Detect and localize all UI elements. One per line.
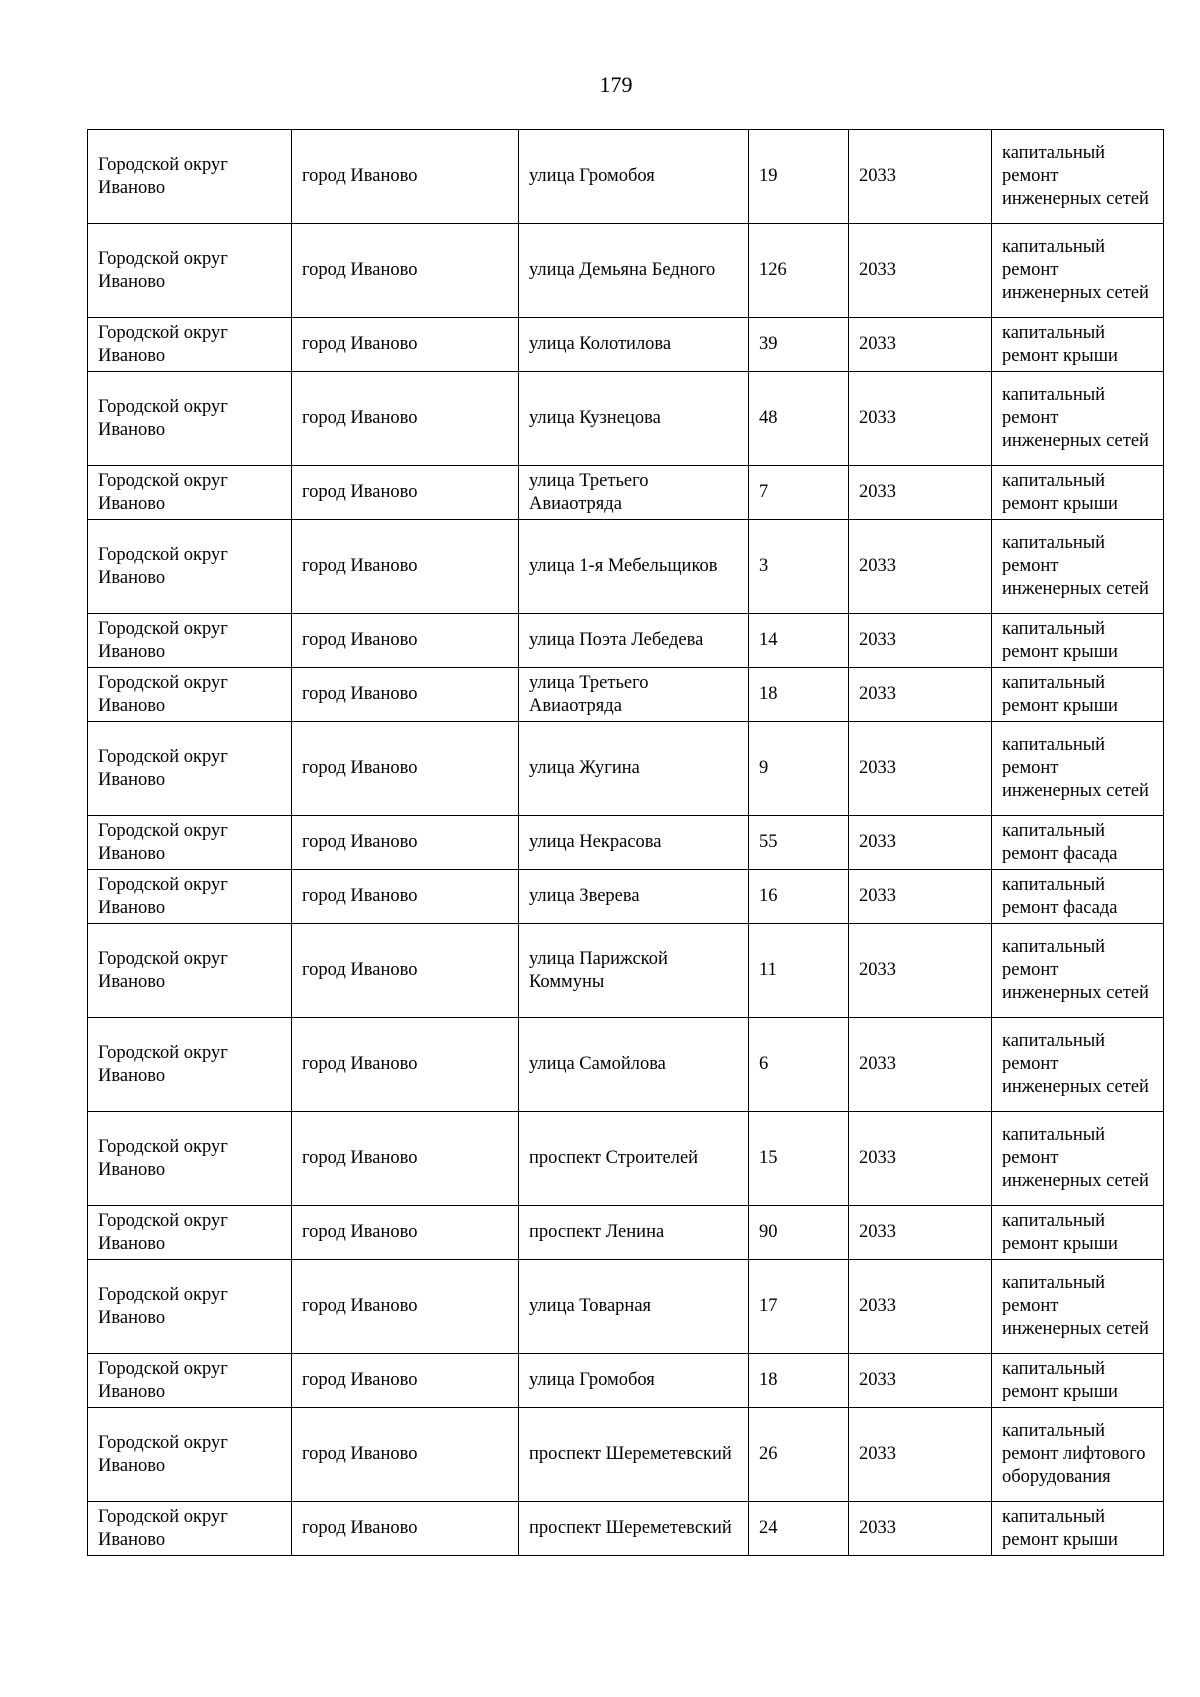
cell-settlement: город Иваново [292, 1018, 519, 1112]
cell-house-number: 18 [749, 668, 849, 722]
cell-house-number: 18 [749, 1354, 849, 1408]
cell-work-type: капитальный ремонт инженерных сетей [992, 372, 1164, 466]
table-row [88, 1408, 1164, 1502]
cell-year: 2033 [849, 1408, 992, 1502]
cell-house-number: 3 [749, 520, 849, 614]
cell-street: проспект Шереметевский [519, 1408, 749, 1502]
cell-street: улица Громобоя [519, 130, 749, 224]
cell-year: 2033 [849, 816, 992, 870]
cell-municipality: Городской округ Иваново [88, 1206, 292, 1260]
cell-street: улица Третьего Авиаотряда [519, 668, 749, 722]
table-row [88, 1206, 1164, 1260]
cell-street: улица Некрасова [519, 816, 749, 870]
table-body [88, 130, 1164, 1556]
cell-street: улица Парижской Коммуны [519, 924, 749, 1018]
table-row [88, 224, 1164, 318]
cell-house-number: 19 [749, 130, 849, 224]
cell-municipality: Городской округ Иваново [88, 1354, 292, 1408]
cell-street: улица Жугина [519, 722, 749, 816]
table-row [88, 722, 1164, 816]
cell-street: улица Товарная [519, 1260, 749, 1354]
cell-year: 2033 [849, 614, 992, 668]
cell-house-number: 26 [749, 1408, 849, 1502]
table-row [88, 870, 1164, 924]
cell-municipality: Городской округ Иваново [88, 924, 292, 1018]
cell-house-number: 7 [749, 466, 849, 520]
cell-work-type: капитальный ремонт инженерных сетей [992, 722, 1164, 816]
cell-municipality: Городской округ Иваново [88, 1018, 292, 1112]
cell-settlement: город Иваново [292, 668, 519, 722]
cell-work-type: капитальный ремонт крыши [992, 1354, 1164, 1408]
table-row [88, 372, 1164, 466]
cell-year: 2033 [849, 1502, 992, 1556]
cell-work-type: капитальный ремонт крыши [992, 318, 1164, 372]
cell-work-type: капитальный ремонт инженерных сетей [992, 224, 1164, 318]
cell-settlement: город Иваново [292, 1206, 519, 1260]
cell-municipality: Городской округ Иваново [88, 1502, 292, 1556]
cell-work-type: капитальный ремонт лифтового оборудования [992, 1408, 1164, 1502]
cell-work-type: капитальный ремонт крыши [992, 668, 1164, 722]
cell-year: 2033 [849, 1018, 992, 1112]
cell-work-type: капитальный ремонт инженерных сетей [992, 130, 1164, 224]
cell-work-type: капитальный ремонт инженерных сетей [992, 520, 1164, 614]
cell-work-type: капитальный ремонт крыши [992, 1206, 1164, 1260]
cell-settlement: город Иваново [292, 224, 519, 318]
cell-house-number: 24 [749, 1502, 849, 1556]
cell-settlement: город Иваново [292, 924, 519, 1018]
table-row [88, 816, 1164, 870]
cell-street: улица Поэта Лебедева [519, 614, 749, 668]
cell-municipality: Городской округ Иваново [88, 722, 292, 816]
cell-settlement: город Иваново [292, 520, 519, 614]
table-row [88, 1260, 1164, 1354]
cell-house-number: 15 [749, 1112, 849, 1206]
cell-year: 2033 [849, 130, 992, 224]
cell-street: проспект Ленина [519, 1206, 749, 1260]
cell-street: проспект Шереметевский [519, 1502, 749, 1556]
cell-year: 2033 [849, 372, 992, 466]
cell-year: 2033 [849, 1112, 992, 1206]
cell-street: улица 1-я Мебельщиков [519, 520, 749, 614]
cell-municipality: Городской округ Иваново [88, 1112, 292, 1206]
cell-municipality: Городской округ Иваново [88, 224, 292, 318]
cell-municipality: Городской округ Иваново [88, 1260, 292, 1354]
repair-schedule-table [87, 129, 1164, 1556]
cell-house-number: 126 [749, 224, 849, 318]
cell-street: улица Демьяна Бедного [519, 224, 749, 318]
cell-settlement: город Иваново [292, 722, 519, 816]
cell-street: улица Самойлова [519, 1018, 749, 1112]
cell-year: 2033 [849, 224, 992, 318]
cell-street: улица Колотилова [519, 318, 749, 372]
table-row [88, 318, 1164, 372]
table-row [88, 1354, 1164, 1408]
cell-house-number: 6 [749, 1018, 849, 1112]
cell-year: 2033 [849, 466, 992, 520]
cell-year: 2033 [849, 722, 992, 816]
cell-settlement: город Иваново [292, 130, 519, 224]
cell-street: проспект Строителей [519, 1112, 749, 1206]
cell-year: 2033 [849, 1354, 992, 1408]
cell-street: улица Громобоя [519, 1354, 749, 1408]
cell-settlement: город Иваново [292, 372, 519, 466]
cell-work-type: капитальный ремонт инженерных сетей [992, 1260, 1164, 1354]
table-row [88, 130, 1164, 224]
cell-street: улица Зверева [519, 870, 749, 924]
cell-year: 2033 [849, 318, 992, 372]
cell-municipality: Городской округ Иваново [88, 816, 292, 870]
cell-settlement: город Иваново [292, 870, 519, 924]
cell-municipality: Городской округ Иваново [88, 372, 292, 466]
cell-municipality: Городской округ Иваново [88, 130, 292, 224]
cell-house-number: 14 [749, 614, 849, 668]
cell-settlement: город Иваново [292, 1502, 519, 1556]
cell-house-number: 11 [749, 924, 849, 1018]
cell-street: улица Третьего Авиаотряда [519, 466, 749, 520]
cell-year: 2033 [849, 668, 992, 722]
cell-settlement: город Иваново [292, 318, 519, 372]
table-row [88, 520, 1164, 614]
cell-work-type: капитальный ремонт фасада [992, 816, 1164, 870]
cell-settlement: город Иваново [292, 466, 519, 520]
cell-year: 2033 [849, 520, 992, 614]
cell-municipality: Городской округ Иваново [88, 520, 292, 614]
cell-work-type: капитальный ремонт инженерных сетей [992, 924, 1164, 1018]
cell-work-type: капитальный ремонт инженерных сетей [992, 1018, 1164, 1112]
cell-work-type: капитальный ремонт крыши [992, 1502, 1164, 1556]
cell-house-number: 90 [749, 1206, 849, 1260]
cell-municipality: Городской округ Иваново [88, 466, 292, 520]
cell-house-number: 9 [749, 722, 849, 816]
cell-municipality: Городской округ Иваново [88, 614, 292, 668]
cell-year: 2033 [849, 1206, 992, 1260]
cell-house-number: 55 [749, 816, 849, 870]
cell-municipality: Городской округ Иваново [88, 318, 292, 372]
table-row [88, 466, 1164, 520]
cell-house-number: 39 [749, 318, 849, 372]
cell-municipality: Городской округ Иваново [88, 1408, 292, 1502]
cell-year: 2033 [849, 1260, 992, 1354]
page-number: 179 [599, 72, 633, 97]
table-row [88, 614, 1164, 668]
cell-settlement: город Иваново [292, 1112, 519, 1206]
cell-work-type: капитальный ремонт крыши [992, 466, 1164, 520]
cell-settlement: город Иваново [292, 816, 519, 870]
table-row [88, 668, 1164, 722]
cell-street: улица Кузнецова [519, 372, 749, 466]
cell-year: 2033 [849, 870, 992, 924]
table-row [88, 1112, 1164, 1206]
cell-house-number: 48 [749, 372, 849, 466]
cell-municipality: Городской округ Иваново [88, 870, 292, 924]
table-row [88, 1502, 1164, 1556]
table-row [88, 1018, 1164, 1112]
cell-year: 2033 [849, 924, 992, 1018]
cell-work-type: капитальный ремонт фасада [992, 870, 1164, 924]
cell-house-number: 16 [749, 870, 849, 924]
cell-settlement: город Иваново [292, 1260, 519, 1354]
table-row [88, 924, 1164, 1018]
cell-house-number: 17 [749, 1260, 849, 1354]
cell-municipality: Городской округ Иваново [88, 668, 292, 722]
cell-work-type: капитальный ремонт инженерных сетей [992, 1112, 1164, 1206]
cell-settlement: город Иваново [292, 1408, 519, 1502]
cell-work-type: капитальный ремонт крыши [992, 614, 1164, 668]
cell-settlement: город Иваново [292, 614, 519, 668]
cell-settlement: город Иваново [292, 1354, 519, 1408]
